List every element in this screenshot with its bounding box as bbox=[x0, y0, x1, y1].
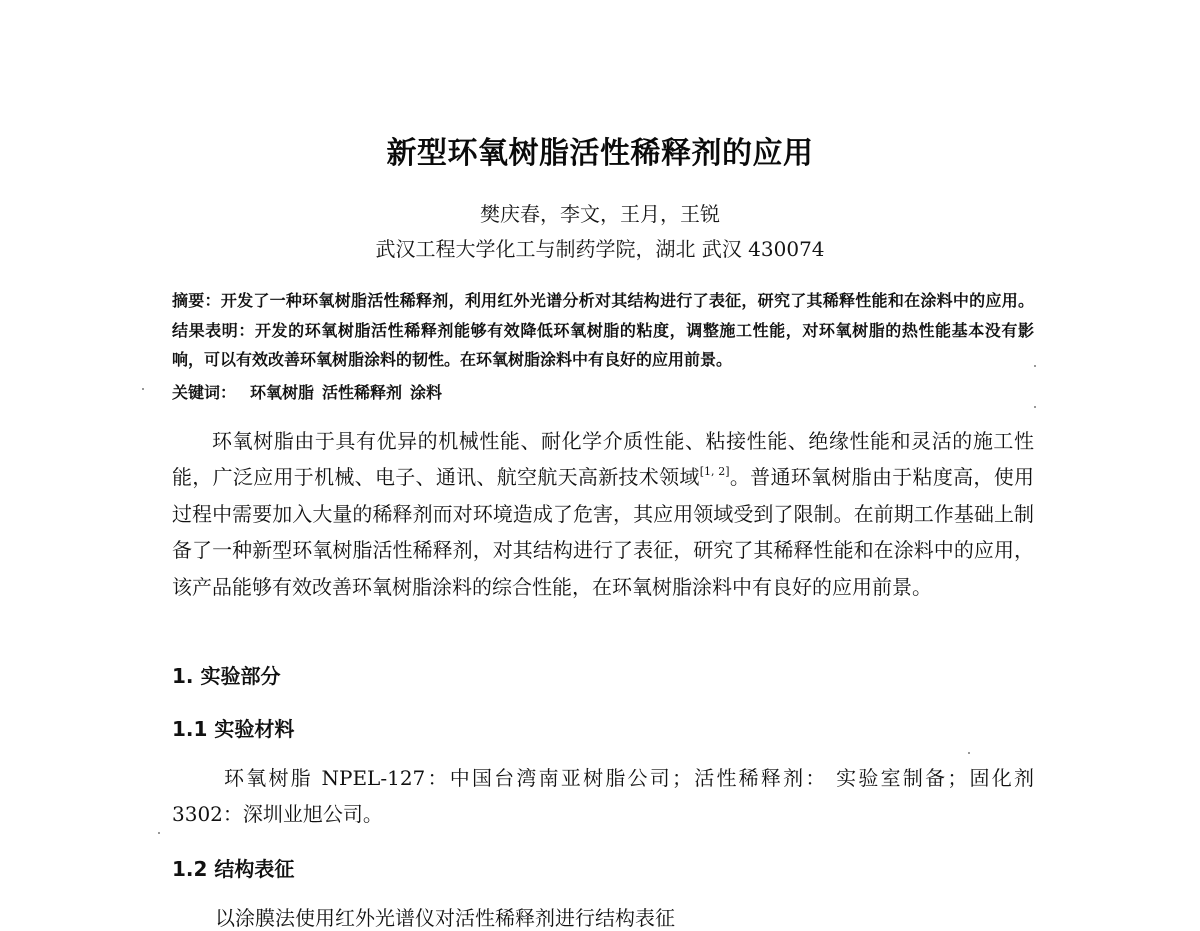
abstract bbox=[172, 286, 1034, 375]
author-list: 樊庆春，李文，王月，王锐 bbox=[480, 202, 720, 226]
scan-speck bbox=[142, 388, 144, 390]
keywords-label: 关键词： bbox=[172, 383, 237, 402]
scan-speck bbox=[158, 832, 160, 834]
scan-speck bbox=[1034, 365, 1036, 367]
materials-paragraph: 环氧树脂 NPEL-127：中国台湾南亚树脂公司；活性稀释剂： 实验室制备；固化剂 3302：深圳业旭公司。 bbox=[172, 766, 1034, 827]
keyword: 活性稀释剂 bbox=[322, 383, 403, 402]
keywords bbox=[172, 380, 442, 403]
affiliation: 武汉工程大学化工与制药学院，湖北 武汉 430074 bbox=[375, 237, 825, 261]
paper-title: 新型环氧树脂活性稀释剂的应用 bbox=[386, 136, 814, 171]
intro-text: 。普通环氧树脂由于粘度高，使用过程中需要加入大量的稀释剂而对环境造成了危害，其应用领域受到了限制。在前期工作基础上制备了一种新型环氧树脂活性稀释剂，对其结构进行了表征，研究了其稀释性能和在涂料中的应用，该产品能够有效改善环氧树脂涂料的综合性能，在环氧树脂涂料中有良好的应用前景。 bbox=[172, 465, 1035, 599]
scan-speck bbox=[968, 752, 970, 754]
abstract-text: 开发了一种环氧树脂活性稀释剂，利用红外光谱分析对其结构进行了表征，研究了其稀释性能和在涂料中的应用。结果表明：开发的环氧树脂活性稀释剂能够有效降低环氧树脂的粘度，调整施工性能，对环氧树脂的热性能基本没有影响，可以有效改善环氧树脂涂料的韧性。在环氧树脂涂料中有良好的应用前景。 bbox=[172, 291, 1034, 369]
truncated-paragraph: 以涂膜法使用红外光谱仪对活性稀释剂进行结构表征 bbox=[215, 906, 675, 930]
keyword: 涂料 bbox=[410, 383, 443, 402]
intro-paragraph bbox=[172, 423, 1034, 605]
abstract-label: 摘要： bbox=[172, 291, 221, 310]
section-heading-1-2: 1.2 结构表征 bbox=[172, 857, 295, 881]
section-heading-1-1: 1.1 实验材料 bbox=[172, 717, 295, 741]
keyword: 环氧树脂 bbox=[250, 383, 315, 402]
intro-text: 环氧树脂由于具有优异的机械性能、耐化学介质性能、粘接性能、绝缘性能和灵活的施工性能，广泛应用于机械、电子、通讯、航空航天高新技术领域 bbox=[172, 429, 1034, 490]
citation-ref: [1, 2] bbox=[699, 465, 730, 479]
scan-speck bbox=[1034, 406, 1036, 408]
section-heading-1: 1. 实验部分 bbox=[172, 664, 281, 688]
